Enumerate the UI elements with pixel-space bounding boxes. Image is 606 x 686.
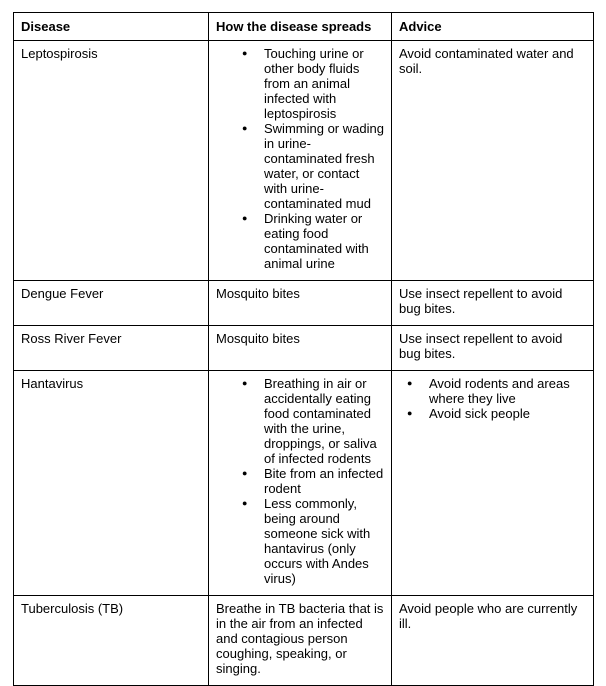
header-row <box>14 13 594 41</box>
list-item: ● Less commonly, being around someone sick with hantavirus (only occurs with Andes virus) <box>264 496 384 586</box>
header-disease: Disease <box>14 13 209 41</box>
list-item: ● Bite from an infected rodent <box>264 466 384 496</box>
list-item: ● Swimming or wading in urine-contaminated fresh water, or contact with urine-contaminated mud <box>264 121 384 211</box>
table-row <box>14 326 594 371</box>
advice-cell: Avoid people who are currently ill. <box>392 596 594 686</box>
list-item: ● Drinking water or eating food contaminated with animal urine <box>264 211 384 271</box>
table-row <box>14 371 594 596</box>
advice-cell: Use insect repellent to avoid bug bites. <box>392 281 594 326</box>
table-row <box>14 281 594 326</box>
list-item: ● Avoid rodents and areas where they live <box>429 376 586 406</box>
table-row <box>14 596 594 686</box>
spread-cell <box>209 41 392 281</box>
list-item: ● Avoid sick people <box>429 406 586 421</box>
spread-list <box>216 46 384 271</box>
advice-list <box>399 376 586 421</box>
disease-cell: Ross River Fever <box>14 326 209 371</box>
spread-cell: Mosquito bites <box>209 326 392 371</box>
advice-cell <box>392 371 594 596</box>
spread-list <box>216 376 384 586</box>
disease-cell: Leptospirosis <box>14 41 209 281</box>
list-item: ● Breathing in air or accidentally eating food contaminated with the urine, droppings, or saliva of infected rodents <box>264 376 384 466</box>
advice-cell: Avoid contaminated water and soil. <box>392 41 594 281</box>
disease-cell: Dengue Fever <box>14 281 209 326</box>
header-advice: Advice <box>392 13 594 41</box>
table-row <box>14 41 594 281</box>
disease-cell: Tuberculosis (TB) <box>14 596 209 686</box>
list-item: ● Touching urine or other body fluids from an animal infected with leptospirosis <box>264 46 384 121</box>
spread-cell: Mosquito bites <box>209 281 392 326</box>
disease-table <box>13 12 594 686</box>
spread-cell: Breathe in TB bacteria that is in the air from an infected and contagious person coughing, speaking, or singing. <box>209 596 392 686</box>
advice-cell: Use insect repellent to avoid bug bites. <box>392 326 594 371</box>
header-spread: How the disease spreads <box>209 13 392 41</box>
spread-cell <box>209 371 392 596</box>
disease-cell: Hantavirus <box>14 371 209 596</box>
